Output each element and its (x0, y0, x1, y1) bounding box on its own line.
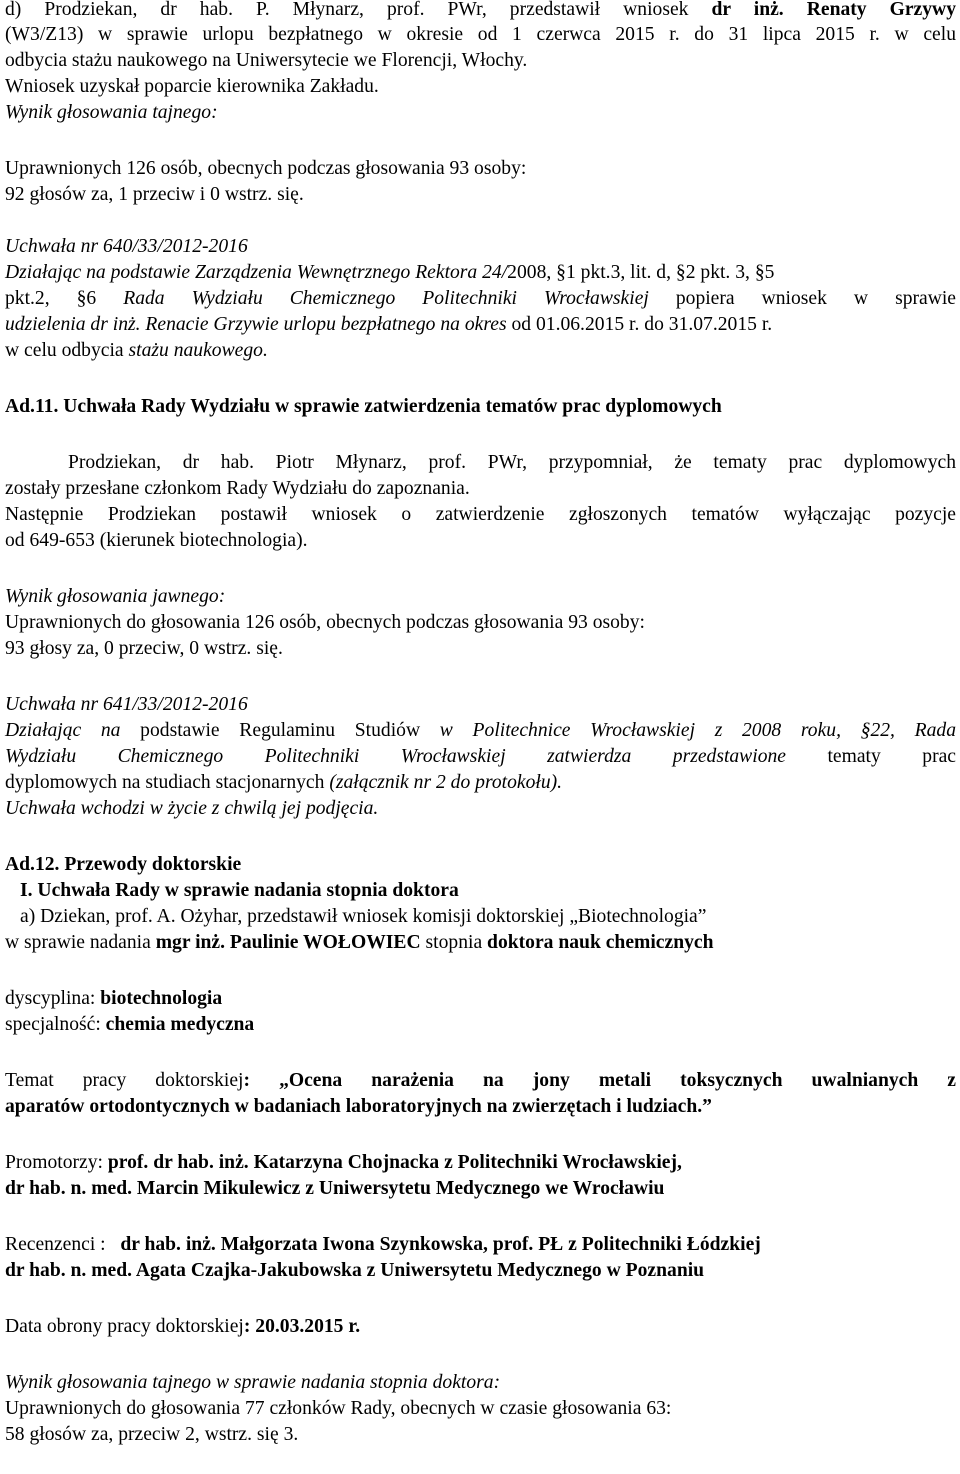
ad11-line-3: Następnie Prodziekan postawił wniosek o zatwierdzenie zgłoszonych tematów wyłączając pozycje (5, 504, 956, 525)
secret-vote-heading: Wynik głosowania tajnego: (5, 102, 218, 123)
resolution-641-line-1: Działając na podstawie Regulaminu Studiów w Politechnice Wrocławskiej z 2008 roku, §22, Rada (5, 720, 956, 741)
vote-result-line-2: 92 głosów za, 1 przeciw i 0 wstrz. się. (5, 184, 304, 205)
resolution-641-line-4: Uchwała wchodzi w życie z chwilą jej podjęcia. (5, 798, 379, 819)
ad12-line-candidate: w sprawie nadania mgr inż. Paulinie WOŁOWIEC stopnia doktora nauk chemicznych (5, 932, 714, 953)
resolution-640-title: Uchwała nr 640/33/2012-2016 (5, 236, 248, 257)
resolution-640-line-4: w celu odbycia stażu naukowego. (5, 340, 268, 361)
reviewers-line-1: Recenzenci : dr hab. inż. Małgorzata Iwona Szynkowska, prof. PŁ z Politechniki Łódzkiej (5, 1234, 761, 1255)
resolution-641-line-3: dyplomowych na studiach stacjonarnych (załącznik nr 2 do protokołu). (5, 772, 563, 793)
motion-line-3: odbycia stażu naukowego na Uniwersytecie we Florencji, Włochy. (5, 50, 528, 71)
motion-line-2: (W3/Z13) w sprawie urlopu bezpłatnego w okresie od 1 czerwca 2015 r. do 31 lipca 2015 r. w celu (5, 24, 956, 45)
defense-date-line: Data obrony pracy doktorskiej: 20.03.2015 r. (5, 1316, 361, 1337)
thesis-topic-line-1: Temat pracy doktorskiej: „Ocena narażenia na jony metali toksycznych uwalnianych z (5, 1070, 956, 1091)
motion-line-4: Wniosek uzyskał poparcie kierownika Zakładu. (5, 76, 379, 97)
doctoral-vote-heading: Wynik głosowania tajnego w sprawie nadania stopnia doktora: (5, 1372, 501, 1393)
doctoral-vote-line-1: Uprawnionych do głosowania 77 członków Rady, obecnych w czasie głosowania 63: (5, 1398, 672, 1419)
ad12-line-a: a) Dziekan, prof. A. Ożyhar, przedstawił wniosek komisji doktorskiej „Biotechnologia” (20, 906, 707, 927)
resolution-640-line-1: Działając na podstawie Zarządzenia Wewnętrznego Rektora 24/2008, §1 pkt.3, lit. d, §2 pkt. 3, §5 (5, 262, 775, 283)
ad11-line-1: Prodziekan, dr hab. Piotr Młynarz, prof. PWr, przypomniał, że tematy prac dyplomowych (68, 452, 956, 473)
reviewers-line-2: dr hab. n. med. Agata Czajka-Jakubowska z Uniwersytetu Medycznego w Poznaniu (5, 1260, 705, 1281)
section-ad12-heading: Ad.12. Przewody doktorskie (5, 854, 242, 875)
resolution-640-line-3: udzielenia dr inż. Renacie Grzywie urlopu bezpłatnego na okres od 01.06.2015 r. do 31.07.2015 r. (5, 314, 773, 335)
supervisors-line-1: Promotorzy: prof. dr hab. inż. Katarzyna Chojnacka z Politechniki Wrocławskiej, (5, 1152, 682, 1173)
resolution-641-title: Uchwała nr 641/33/2012-2016 (5, 694, 248, 715)
specialty-line: specjalność: chemia medyczna (5, 1014, 255, 1035)
open-vote-heading: Wynik głosowania jawnego: (5, 586, 226, 607)
section-ad11-heading: Ad.11. Uchwała Rady Wydziału w sprawie zatwierdzenia tematów prac dyplomowych (5, 396, 722, 417)
ad11-vote-line-2: 93 głosy za, 0 przeciw, 0 wstrz. się. (5, 638, 283, 659)
ad12-subheading: I. Uchwała Rady w sprawie nadania stopnia doktora (20, 880, 459, 901)
doctoral-vote-line-2: 58 głosów za, przeciw 2, wstrz. się 3. (5, 1424, 299, 1445)
vote-result-line-1: Uprawnionych 126 osób, obecnych podczas głosowania 93 osoby: (5, 158, 527, 179)
motion-line-1 (5, 0, 956, 22)
ad11-vote-line-1: Uprawnionych do głosowania 126 osób, obecnych podczas głosowania 93 osoby: (5, 612, 645, 633)
thesis-topic-line-2: aparatów ortodontycznych w badaniach laboratoryjnych na zwierzętach i ludziach.” (5, 1096, 712, 1117)
resolution-641-line-2: Wydziału Chemicznego Politechniki Wrocławskiej zatwierdza przedstawione tematy prac (5, 746, 956, 767)
supervisors-line-2: dr hab. n. med. Marcin Mikulewicz z Uniwersytetu Medycznego we Wrocławiu (5, 1178, 665, 1199)
motion-text: d) Prodziekan, dr hab. P. Młynarz, prof. PWr, przedstawił wniosek (5, 0, 712, 20)
ad11-line-4: od 649-653 (kierunek biotechnologia). (5, 530, 308, 551)
ad11-line-2: zostały przesłane członkom Rady Wydziału do zapoznania. (5, 478, 470, 499)
resolution-640-line-2: pkt.2, §6 Rada Wydziału Chemicznego Politechniki Wrocławskiej popiera wniosek w sprawie (5, 288, 957, 309)
discipline-line: dyscyplina: biotechnologia (5, 988, 223, 1009)
candidate-name: dr inż. Renaty Grzywy (711, 0, 956, 20)
